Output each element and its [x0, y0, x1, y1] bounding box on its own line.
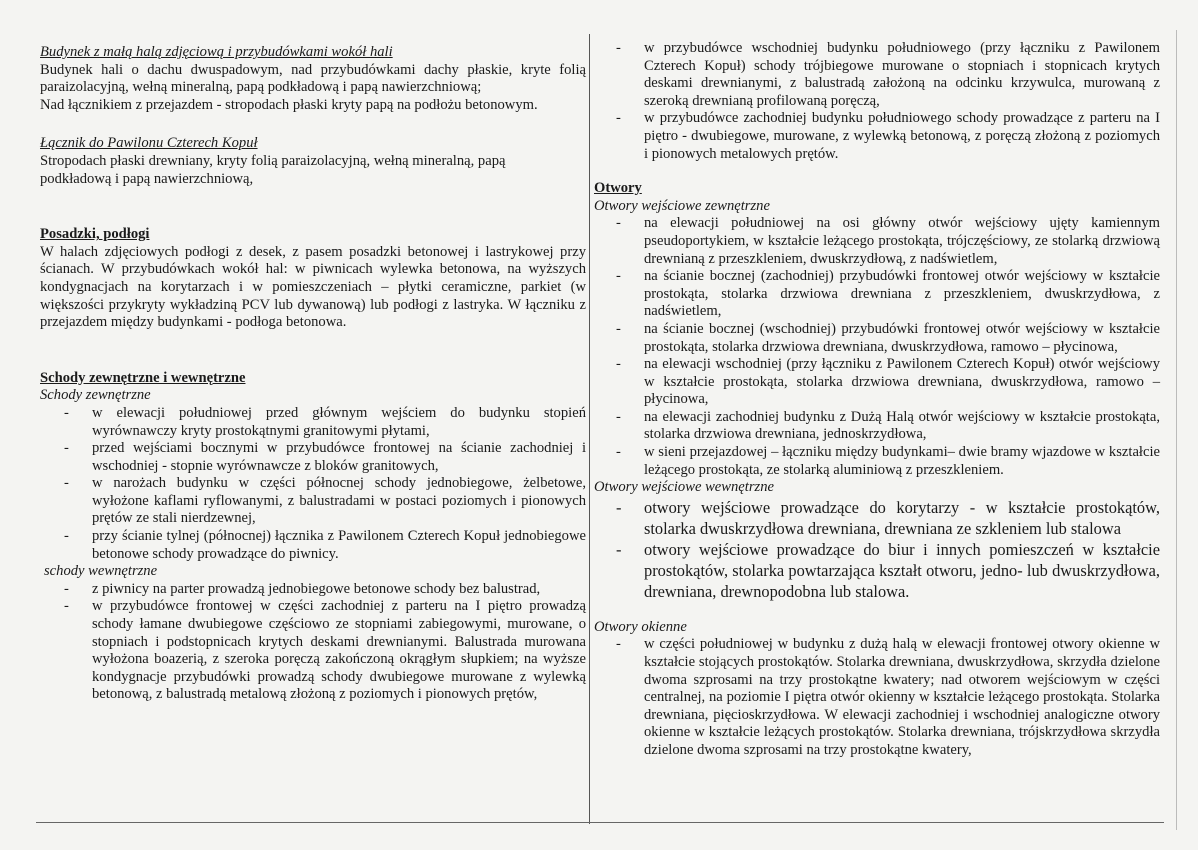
section-heading-building: Budynek z małą halą zdjęciową i przybudówkami wokół hali [40, 44, 393, 60]
list-item: - otwory wejściowe prowadzące do biur i innych pomieszczeń w kształcie prostokątów, stolarka powtarzająca kształt otworu, jedno- lub dwuskrzydłowa, drewniana, drewnopodobna lub stalowa. [616, 539, 1160, 601]
list-stairs-continued [594, 40, 1160, 163]
list-item: - w części południowej w budynku z dużą halą w elewacji frontowej otwory okienne w kształcie stojących prostokątów. Stolarka drewniana, dwuskrzydłowa, skrzydła dzielone dwoma szprosami na trzy prostokątne kwatery; nad otworem wejściowym w części centralnej, na poziomie I piętra otwór okienny w kształcie leżącego prostokąta. Stolarka drewniana, pięcioskrzydłowa. W elewacji zachodniej i wschodniej analogiczne otwory okienne w kształcie leżących prostokątów. Stolarka drewniana, trójskrzydłowa skrzydła dzielone dwoma szprosami na trzy prostokątne kwatery, [616, 636, 1160, 758]
column-divider [589, 34, 590, 824]
list-item: - w sieni przejazdowej – łączniku między budynkami– dwie bramy wjazdowe w kształcie leżącego prostokąta, ze stolarką aluminiową z przeszkleniem. [616, 444, 1160, 478]
list-windows [594, 636, 1160, 759]
paragraph-floors: W halach zdjęciowych podłogi z desek, z pasem posadzki betonowej i lastrykowej przy ścianach. W przybudówkach wokół hal: w piwnicach wylewka betonowa, na wyższych kondygnacjach na korytarzach i w pomieszczeniach – płytki ceramiczne, parkiet (w większości przykryty wykładziną PCV lub dywanową) lub podłogi z lastryka. W łączniku z przejazdem między budynkami - podłoga betonowa. [40, 243, 586, 331]
list-item: - z piwnicy na parter prowadzą jednobiegowe betonowe schody bez balustrad, [64, 580, 541, 597]
bottom-rule [36, 822, 1164, 823]
list-item: - przy ścianie tylnej (północnej) łącznika z Pawilonem Czterech Kopuł jednobiegowe betonowe schody prowadzące do piwnicy. [64, 528, 586, 562]
list-item: - w przybudówce frontowej w części zachodniej z parteru na I piętro prowadzą schody łamane dwubiegowe częściowo ze stopniami zabiegowymi, murowane, o stopniach i podstopnicach krytych deskami drewnianymi. Balustrada murowana wyłożona boazerią, z szeroka poręczą zakończoną okrągłym słupkiem; na wyższe kondygnacje przybudówki prowadzą schody dwubiegowe murowane z wylewką betonową, z balustradą metalową złożoną z poziomych i pionowych prętów, [64, 598, 586, 703]
list-item: - przed wejściami bocznymi w przybudówce frontowej na ścianie zachodniej i wschodniej - stopnie wyrównawcze z bloków granitowych, [64, 440, 586, 474]
section-heading-stairs: Schody zewnętrzne i wewnętrzne [40, 369, 246, 386]
section-heading-floors: Posadzki, podłogi [40, 226, 150, 243]
list-item: - w elewacji południowej przed głównym wejściem do budynku stopień wyrównawczy kryty prostokątnymi granitowymi płytami, [64, 404, 586, 439]
list-external-entrances [594, 215, 1160, 479]
subheading-external-entrances: Otwory wejściowe zewnętrzne [594, 197, 770, 214]
page-edge-line [1176, 30, 1177, 830]
list-item: - na elewacji południowej na osi główny otwór wejściowy ujęty kamiennym pseudoportykiem, w kształcie leżącego prostokąta, trójczęściowy, ze stolarką drzwiową drewnianą z przeszkleniem, dwuskrzydłową, z nadświetlem, [616, 215, 1160, 267]
paragraph-connector-roof: Nad łącznikiem z przejazdem - stropodach płaski kryty papą na podłożu betonowym. [40, 96, 538, 113]
list-item: - w narożach budynku w części północnej schody jednobiegowe, żelbetowe, wyłożone kaflami ryflowanymi, z balustradami w postaci poziomych i pionowych prętów ze stali nierdzewnej, [64, 475, 586, 527]
subheading-external-stairs: Schody zewnętrzne [40, 387, 151, 404]
paragraph-connector: Stropodach płaski drewniany, kryty folią paraizolacyjną, wełną mineralną, papą podkładową i papą nawierzchniową, [40, 152, 506, 187]
list-item: - na elewacji zachodniej budynku z Dużą Halą otwór wejściowy w kształcie prostokąta, stolarka drzwiowa drewniana, jednoskrzydłowa, [616, 408, 1160, 443]
list-item: - na ścianie bocznej (zachodniej) przybudówki frontowej otwór wejściowy w kształcie prostokąta, stolarka drzwiowa drewniana z przeszkleniem, dwuskrzydłowa, z nadświetlem, [616, 268, 1160, 320]
section-heading-connector: Łącznik do Pawilonu Czterech Kopuł [40, 135, 258, 152]
list-item: - otwory wejściowe prowadzące do korytarzy - w kształcie prostokątów, stolarka dwuskrzydłowa drewniana, drewniana ze szkleniem lub stalowa [616, 497, 1160, 538]
subheading-windows: Otwory okienne [594, 618, 687, 635]
paragraph-roof: Budynek hali o dachu dwuspadowym, nad przybudówkami dachy płaskie, kryte folią paraizolacyjną, wełną mineralną, papą podkładową i papą nawierzchniową; [40, 61, 586, 96]
list-internal-stairs [40, 581, 586, 704]
list-item: - na ścianie bocznej (wschodniej) przybudówki frontowej otwór wejściowy w kształcie prostokąta, stolarka drzwiowa drewniana, dwuskrzydłowa, ramowo – płycinowa, [616, 320, 1160, 355]
list-internal-entrances [594, 497, 1160, 602]
list-item: - na elewacji wschodniej (przy łączniku z Pawilonem Czterech Kopuł) otwór wejściowy w kształcie prostokąta, stolarka drzwiowa drewniana, dwuskrzydłowa, ramowo – płycinowa, [616, 356, 1160, 408]
left-column [40, 38, 586, 704]
list-item: - w przybudówce zachodniej budynku południowego schody prowadzące z parteru na I piętro - dwubiegowe, murowane, z wylewką betonową, z poręczą złożoną z poziomych i pionowych metalowych prętów. [616, 110, 1160, 162]
subheading-internal-stairs: schody wewnętrzne [44, 563, 158, 580]
section-heading-openings: Otwory [594, 180, 642, 197]
right-column [594, 38, 1160, 760]
list-item: - w przybudówce wschodniej budynku południowego (przy łączniku z Pawilonem Czterech Kopuł) schody trójbiegowe murowane o stopniach i stopnicach krytych deskami drewnianymi, z balustradą założoną na odcinku krzywulca, murowaną z szeroką drewnianą profilowaną poręczą, [616, 40, 1160, 109]
list-external-stairs [40, 405, 586, 563]
subheading-internal-entrances: Otwory wejściowe wewnętrzne [594, 479, 774, 496]
